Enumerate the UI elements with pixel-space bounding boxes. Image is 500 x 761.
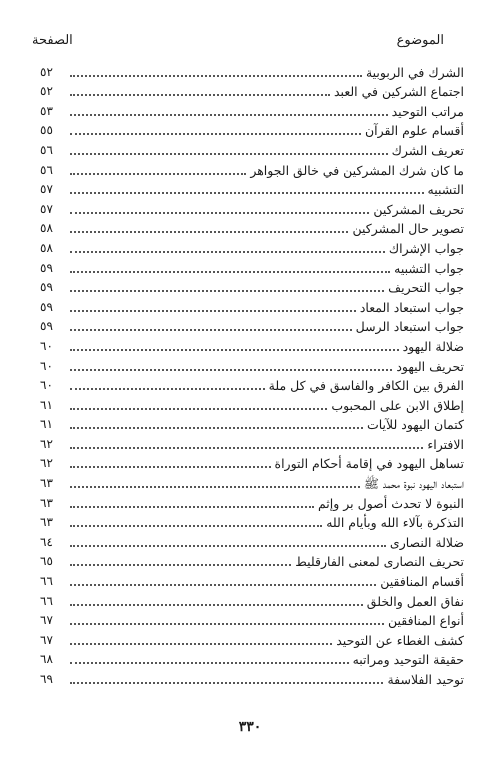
toc-entry-page: ٥٩ [40, 299, 53, 314]
toc-entry-title: جواب الإشراك [388, 240, 464, 256]
toc-entry-page: ٦٣ [40, 515, 53, 530]
toc-entry-title: تعريف الشرك [391, 142, 464, 158]
toc-entry-title: تحريف اليهود [396, 358, 464, 374]
dot-leader [70, 643, 332, 645]
toc-entry-page: ٥٦ [40, 142, 53, 157]
toc-entry [40, 630, 464, 650]
toc-entry-page: ٦٦ [40, 574, 53, 589]
toc-entry-title: أنواع المنافقين [388, 613, 464, 629]
toc-entry [40, 238, 464, 258]
dot-leader [70, 408, 327, 410]
toc-entry [40, 493, 464, 513]
dot-leader [70, 545, 386, 547]
toc-entry-title: أقسام علوم القرآن [364, 123, 464, 139]
dot-leader [70, 564, 291, 566]
toc-entry-title: أقسام المنافقين [380, 574, 464, 590]
toc-entry-page: ٦١ [40, 417, 53, 432]
toc-entry-page: ٦١ [40, 397, 53, 412]
dot-leader [70, 506, 314, 508]
toc-entry-page: ٦٣ [40, 495, 53, 510]
dot-leader [70, 114, 388, 116]
toc-entry-title: اجتماع الشركين في العبد [334, 84, 464, 100]
toc-entry [40, 121, 464, 141]
dot-leader [70, 662, 349, 664]
toc-entry-title: كتمان اليهود للآيات [366, 417, 464, 433]
toc-entry-title: ضلالة النصارى [389, 534, 464, 550]
toc-entry-title: النبوة لا تحدث أصول بر وإثم [317, 495, 464, 511]
toc-entry-title: تساهل اليهود في إقامة أحكام التوراة [274, 456, 464, 472]
toc-entry-title: تحريف المشركين [373, 201, 464, 217]
page-number: ٣٣٠ [238, 719, 262, 735]
dot-leader [70, 271, 390, 273]
toc-entry [40, 278, 464, 298]
toc-entry-page: ٥٩ [40, 319, 53, 334]
toc-entry [40, 454, 464, 474]
dot-leader [70, 251, 385, 253]
toc-entry-title: حقيقة التوحيد ومراتبه [352, 652, 464, 668]
toc-entry-page: ٥٥ [40, 123, 53, 138]
toc-entry [40, 180, 464, 200]
toc-entry [40, 669, 464, 689]
dot-leader [70, 349, 399, 351]
toc-entry-page: ٥٨ [40, 221, 53, 236]
toc-entry [40, 336, 464, 356]
toc-entry-page: ٦٤ [40, 534, 53, 549]
toc-entry-title: جواب استبعاد المعاد [359, 299, 464, 315]
dot-leader [70, 212, 369, 214]
toc-entry-page: ٥٨ [40, 240, 53, 255]
toc-entry [40, 140, 464, 160]
dot-leader [70, 133, 361, 135]
toc-entry [40, 395, 464, 415]
dot-leader [70, 290, 384, 292]
toc-entry [40, 62, 464, 82]
toc-entry-title: الافتراء [427, 436, 464, 452]
toc-entry-title: التذكرة بآلاء الله وبأيام الله [326, 515, 464, 531]
toc-entry-page: ٥٣ [40, 103, 53, 118]
toc-entry [40, 473, 464, 493]
dot-leader [70, 525, 322, 527]
toc-entry-title: تحريف النصارى لمعنى الفارقليط [295, 554, 464, 570]
toc-entry-title: الشرك في الربوبية [365, 64, 464, 80]
toc-entry-title: تصوير حال المشركين [352, 221, 464, 237]
dot-leader [70, 623, 384, 625]
dot-leader [70, 369, 392, 371]
toc-entry-page: ٦٧ [40, 632, 53, 647]
toc-header [28, 30, 472, 50]
toc-entry-title: مراتب التوحيد [391, 103, 464, 119]
toc-entry [40, 571, 464, 591]
toc-entry-title: جواب استبعاد الرسل [355, 319, 464, 335]
toc-entry-title: جواب التحريف [388, 280, 464, 296]
dot-leader [70, 682, 383, 684]
toc-entry-page: ٥٩ [40, 280, 53, 295]
toc-entry-title: التشبيه [427, 182, 464, 198]
toc-entry-title: ما كان شرك المشركين في خالق الجواهر [250, 162, 464, 178]
toc-entry-page: ٥٢ [40, 64, 53, 79]
toc-entry-page: ٦٢ [40, 456, 53, 471]
toc-entry-title: توحيد الفلاسفة [387, 672, 464, 687]
toc-entry-title: كشف الغطاء عن التوحيد [336, 632, 464, 648]
dot-leader [70, 466, 271, 468]
toc-list [40, 62, 464, 689]
toc-entry [40, 415, 464, 435]
toc-entry [40, 434, 464, 454]
topic-column-label: الموضوع [396, 32, 444, 48]
toc-entry-page: ٦٠ [40, 358, 53, 373]
toc-entry-page: ٦٢ [40, 436, 53, 451]
page-column-label: الصفحة [32, 32, 73, 48]
dot-leader [70, 584, 376, 586]
toc-entry-page: ٦٦ [40, 593, 53, 608]
toc-entry-page: ٦٠ [40, 338, 53, 353]
toc-entry-page: ٦٣ [40, 476, 53, 491]
dot-leader [70, 231, 348, 233]
toc-entry [40, 160, 464, 180]
toc-entry [40, 356, 464, 376]
toc-entry-page: ٥٧ [40, 201, 53, 216]
toc-entry-page: ٥٩ [40, 260, 53, 275]
toc-entry-title: نفاق العمل والخلق [366, 593, 464, 609]
toc-entry [40, 532, 464, 552]
toc-entry-page: ٦٠ [40, 378, 53, 393]
dot-leader [70, 604, 363, 606]
toc-entry-page: ٥٧ [40, 182, 53, 197]
toc-entry [40, 611, 464, 631]
toc-entry-title: جواب التشبيه [394, 260, 464, 276]
toc-entry [40, 258, 464, 278]
dot-leader [70, 192, 424, 194]
dot-leader [70, 486, 360, 488]
toc-entry [40, 513, 464, 533]
toc-entry-title: ضلالة اليهود [402, 338, 464, 354]
toc-entry-page: ٦٩ [40, 672, 53, 686]
dot-leader [70, 329, 352, 331]
toc-entry-page: ٦٥ [40, 554, 53, 569]
toc-entry-page: ٦٧ [40, 613, 53, 628]
dot-leader [70, 153, 388, 155]
toc-entry [40, 82, 464, 102]
toc-entry [40, 650, 464, 670]
toc-entry [40, 199, 464, 219]
dot-leader [70, 310, 356, 312]
toc-entry-title: إطلاق الابن على المحبوب [331, 397, 464, 413]
dot-leader [70, 173, 246, 175]
dot-leader [70, 75, 362, 77]
dot-leader [70, 427, 363, 429]
toc-entry [40, 591, 464, 611]
toc-entry-title: استبعاد اليهود نبوة محمد ﷺ [363, 476, 464, 492]
dot-leader [70, 388, 265, 390]
toc-entry-page: ٥٢ [40, 84, 53, 99]
toc-entry-title: الفرق بين الكافر والفاسق في كل ملة [268, 378, 464, 394]
toc-entry [40, 376, 464, 396]
toc-entry-page: ٦٨ [40, 652, 53, 667]
dot-leader [70, 94, 330, 96]
toc-entry [40, 101, 464, 121]
dot-leader [70, 447, 423, 449]
toc-entry [40, 552, 464, 572]
toc-entry [40, 219, 464, 239]
toc-entry [40, 297, 464, 317]
toc-entry-page: ٥٦ [40, 162, 53, 177]
toc-entry [40, 317, 464, 337]
